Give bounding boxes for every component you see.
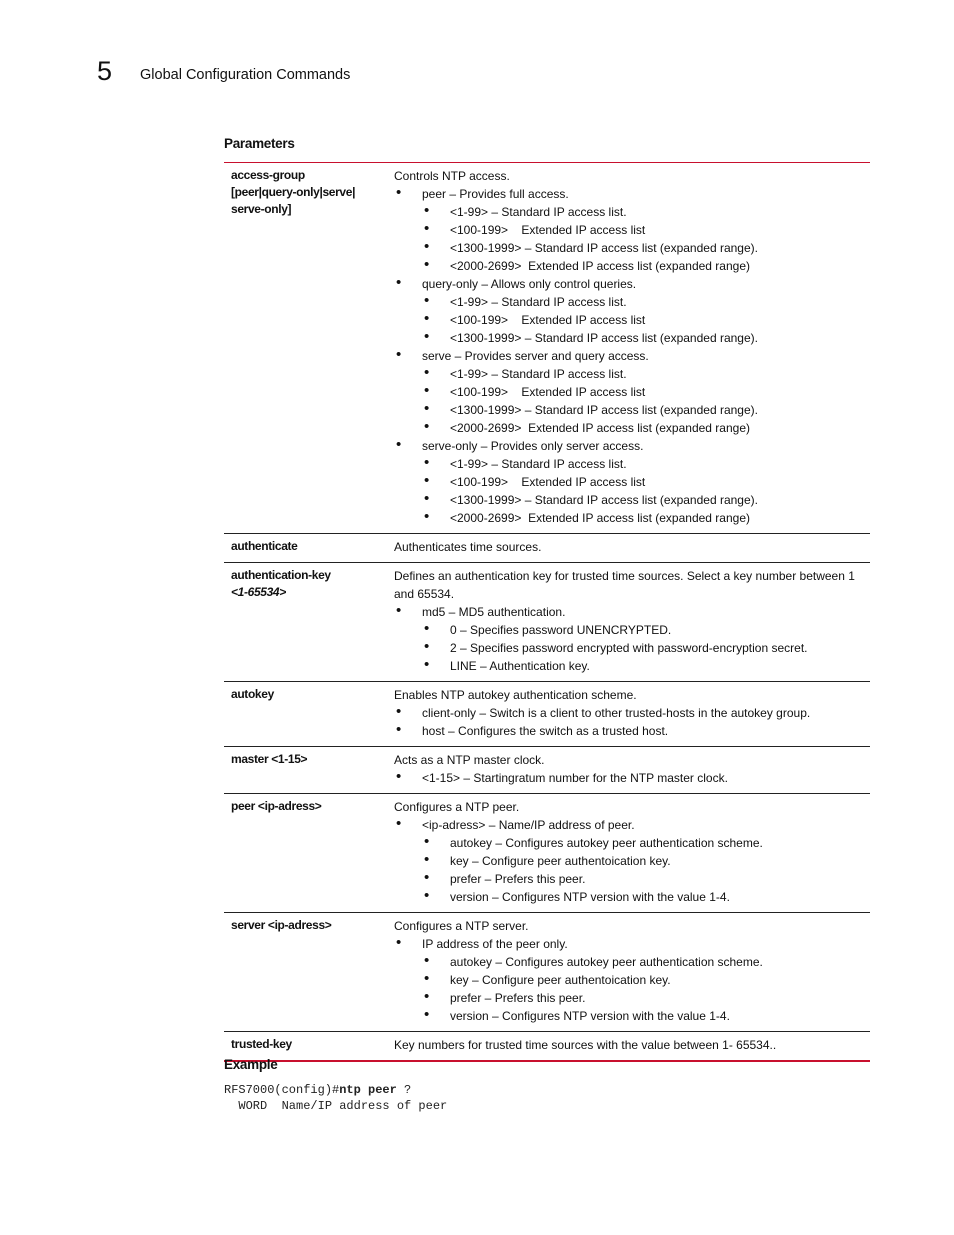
- parameter-description: [386, 913, 870, 1031]
- parameter-name-line: autokey: [231, 687, 274, 701]
- sub-option-item: [422, 203, 870, 221]
- sub-option-item: [422, 329, 870, 347]
- sub-option-list: [422, 293, 870, 347]
- option-item: [394, 275, 870, 347]
- sub-option-text: key – Configure peer authentoication key.: [450, 854, 671, 868]
- sub-option-text: <2000-2699> Extended IP access list (expanded range): [450, 259, 750, 273]
- parameter-row: [224, 163, 870, 534]
- sub-option-text: <1300-1999> – Standard IP access list (expanded range).: [450, 331, 758, 345]
- sub-option-text: <100-199> Extended IP access list: [450, 475, 646, 489]
- option-text: query-only – Allows only control queries.: [422, 277, 637, 291]
- parameter-description: [386, 563, 870, 681]
- parameter-name: [224, 913, 386, 1031]
- parameters-heading: Parameters: [224, 136, 295, 151]
- parameter-row: [224, 1032, 870, 1060]
- sub-option-text: autokey – Configures autokey peer authentication scheme.: [450, 955, 763, 969]
- option-text: IP address of the peer only.: [422, 937, 568, 951]
- sub-option-item: [422, 293, 870, 311]
- option-text: host – Configures the switch as a trusted host.: [422, 724, 669, 738]
- sub-option-item: [422, 311, 870, 329]
- sub-option-item: [422, 383, 870, 401]
- option-list: [394, 935, 870, 1025]
- description-text: Defines an authentication key for trusted time sources. Select a key number between 1 and 65534.: [394, 569, 855, 601]
- parameter-name-line: server <ip-adress>: [231, 918, 332, 932]
- parameter-row: [224, 563, 870, 682]
- sub-option-item: [422, 852, 870, 870]
- parameter-description: [386, 534, 870, 562]
- sub-option-text: <2000-2699> Extended IP access list (expanded range): [450, 511, 750, 525]
- parameter-name: [224, 1032, 386, 1060]
- sub-option-text: <1300-1999> – Standard IP access list (expanded range).: [450, 403, 758, 417]
- option-item: [394, 769, 870, 787]
- parameter-description: [386, 747, 870, 793]
- option-item: [394, 603, 870, 675]
- parameter-name-line: authentication-key: [231, 568, 331, 582]
- parameter-name-line: master <1-15>: [231, 752, 308, 766]
- sub-option-text: <1300-1999> – Standard IP access list (expanded range).: [450, 241, 758, 255]
- parameter-name: [224, 163, 386, 533]
- sub-option-list: [422, 365, 870, 437]
- option-text: <ip-adress> – Name/IP address of peer.: [422, 818, 635, 832]
- sub-option-list: [422, 834, 870, 906]
- option-item: [394, 704, 870, 722]
- parameter-name-line: access-group: [231, 168, 305, 182]
- option-text: peer – Provides full access.: [422, 187, 569, 201]
- sub-option-item: [422, 491, 870, 509]
- parameter-name-line: peer <ip-adress>: [231, 799, 322, 813]
- sub-option-list: [422, 621, 870, 675]
- sub-option-text: LINE – Authentication key.: [450, 659, 590, 673]
- option-text: serve-only – Provides only server access.: [422, 439, 644, 453]
- sub-option-text: <1-99> – Standard IP access list.: [450, 295, 627, 309]
- sub-option-text: prefer – Prefers this peer.: [450, 991, 586, 1005]
- code-suffix: ?: [396, 1083, 412, 1097]
- sub-option-item: [422, 834, 870, 852]
- sub-option-text: prefer – Prefers this peer.: [450, 872, 586, 886]
- sub-option-text: <2000-2699> Extended IP access list (expanded range): [450, 421, 750, 435]
- sub-option-text: <100-199> Extended IP access list: [450, 313, 646, 327]
- parameter-row: [224, 794, 870, 913]
- description-text: Key numbers for trusted time sources with the value between 1- 65534..: [394, 1038, 777, 1052]
- parameter-name-line: serve-only]: [231, 202, 292, 216]
- sub-option-text: 0 – Specifies password UNENCRYPTED.: [450, 623, 672, 637]
- sub-option-text: <1-99> – Standard IP access list.: [450, 205, 627, 219]
- sub-option-item: [422, 419, 870, 437]
- sub-option-item: [422, 621, 870, 639]
- sub-option-list: [422, 455, 870, 527]
- option-list: [394, 704, 870, 740]
- sub-option-item: [422, 401, 870, 419]
- description-text: Enables NTP autokey authentication scheme.: [394, 688, 637, 702]
- sub-option-item: [422, 657, 870, 675]
- sub-option-item: [422, 888, 870, 906]
- sub-option-item: [422, 1007, 870, 1025]
- chapter-number: 5: [97, 56, 113, 86]
- sub-option-item: [422, 639, 870, 657]
- sub-option-text: key – Configure peer authentoication key.: [450, 973, 671, 987]
- sub-option-item: [422, 870, 870, 888]
- option-list: [394, 816, 870, 906]
- sub-option-text: <100-199> Extended IP access list: [450, 223, 646, 237]
- sub-option-item: [422, 455, 870, 473]
- example-code-block: [224, 1082, 447, 1114]
- option-text: serve – Provides server and query access.: [422, 349, 649, 363]
- example-heading: Example: [224, 1057, 278, 1072]
- sub-option-text: <1300-1999> – Standard IP access list (expanded range).: [450, 493, 758, 507]
- parameter-name: [224, 682, 386, 746]
- sub-option-item: [422, 971, 870, 989]
- sub-option-item: [422, 473, 870, 491]
- sub-option-text: <100-199> Extended IP access list: [450, 385, 646, 399]
- option-item: [394, 722, 870, 740]
- parameter-name: [224, 794, 386, 912]
- option-list: [394, 185, 870, 527]
- sub-option-list: [422, 953, 870, 1025]
- option-text: client-only – Switch is a client to other trusted-hosts in the autokey group.: [422, 706, 811, 720]
- sub-option-item: [422, 221, 870, 239]
- parameter-name: [224, 534, 386, 562]
- option-text: <1-15> – Startingratum number for the NTP master clock.: [422, 771, 728, 785]
- parameter-row: [224, 913, 870, 1032]
- option-item: [394, 347, 870, 437]
- option-list: [394, 603, 870, 675]
- parameter-description: [386, 1032, 870, 1060]
- option-item: [394, 816, 870, 906]
- option-item: [394, 437, 870, 527]
- parameter-row: [224, 747, 870, 794]
- option-list: [394, 769, 870, 787]
- parameter-description: [386, 163, 870, 533]
- sub-option-text: version – Configures NTP version with the value 1-4.: [450, 1009, 730, 1023]
- code-command: ntp peer: [339, 1083, 397, 1097]
- parameter-name-line: trusted-key: [231, 1037, 292, 1051]
- sub-option-list: [422, 203, 870, 275]
- code-output: WORD Name/IP address of peer: [224, 1099, 448, 1113]
- sub-option-item: [422, 953, 870, 971]
- description-text: Controls NTP access.: [394, 169, 510, 183]
- sub-option-text: <1-99> – Standard IP access list.: [450, 367, 627, 381]
- parameter-description: [386, 794, 870, 912]
- option-item: [394, 935, 870, 1025]
- chapter-title: Global Configuration Commands: [140, 67, 351, 83]
- sub-option-item: [422, 509, 870, 527]
- parameter-argument: <1-65534>: [231, 585, 286, 599]
- sub-option-item: [422, 257, 870, 275]
- code-prompt: RFS7000(config)#: [224, 1083, 340, 1097]
- parameter-name: [224, 747, 386, 793]
- sub-option-text: <1-99> – Standard IP access list.: [450, 457, 627, 471]
- parameters-table: [224, 162, 870, 1062]
- parameter-description: [386, 682, 870, 746]
- sub-option-text: version – Configures NTP version with the value 1-4.: [450, 890, 730, 904]
- parameter-name-line: authenticate: [231, 539, 298, 553]
- parameter-row: [224, 534, 870, 563]
- sub-option-item: [422, 239, 870, 257]
- parameter-name-line: [peer|query-only|serve|: [231, 185, 356, 199]
- description-text: Authenticates time sources.: [394, 540, 542, 554]
- description-text: Acts as a NTP master clock.: [394, 753, 545, 767]
- option-item: [394, 185, 870, 275]
- sub-option-text: 2 – Specifies password encrypted with password-encryption secret.: [450, 641, 808, 655]
- description-text: Configures a NTP peer.: [394, 800, 520, 814]
- parameter-name: [224, 563, 386, 681]
- parameter-row: [224, 682, 870, 747]
- description-text: Configures a NTP server.: [394, 919, 529, 933]
- sub-option-item: [422, 989, 870, 1007]
- sub-option-text: autokey – Configures autokey peer authentication scheme.: [450, 836, 763, 850]
- option-text: md5 – MD5 authentication.: [422, 605, 566, 619]
- sub-option-item: [422, 365, 870, 383]
